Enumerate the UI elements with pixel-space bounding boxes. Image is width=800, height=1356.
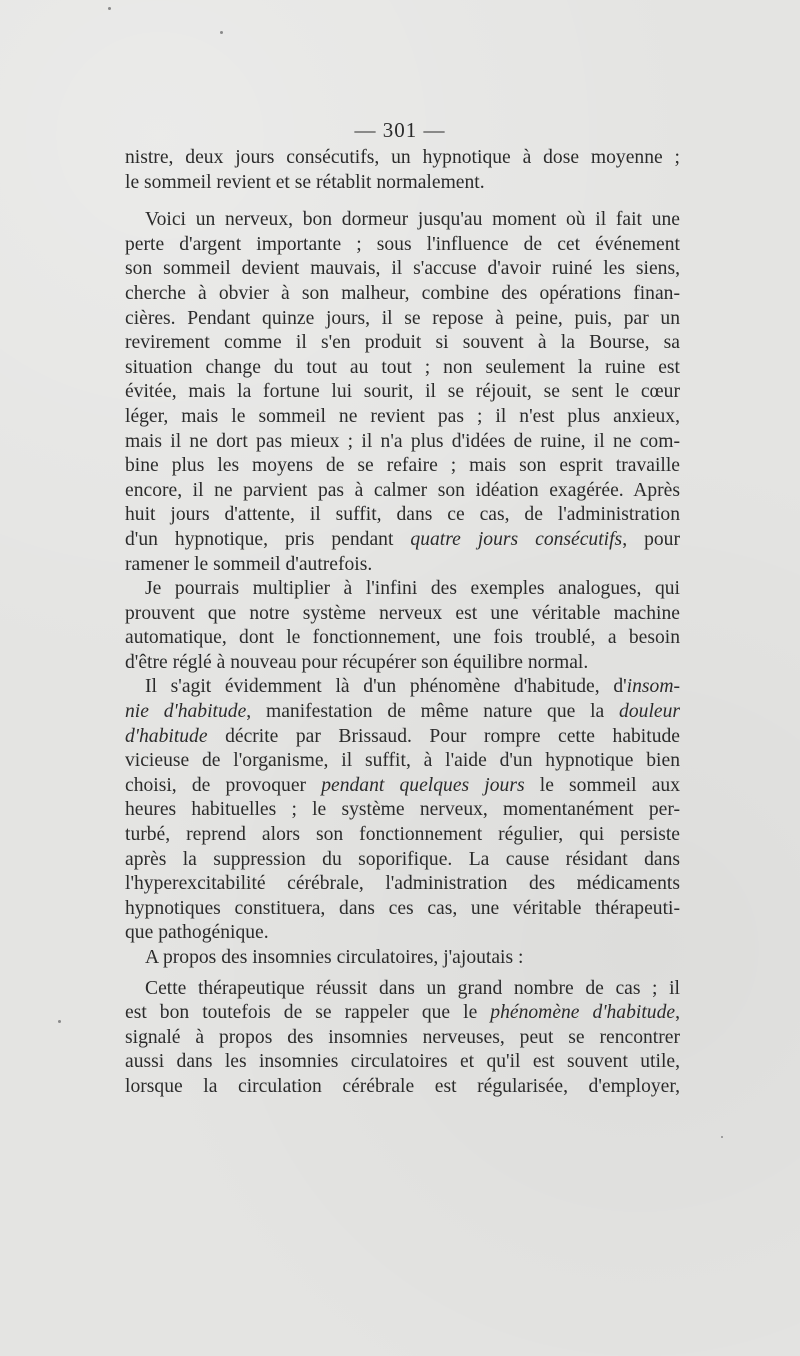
text-line: l'hyperexcitabilité cérébrale, l'administration des médicaments [125, 873, 680, 895]
text-line-with-italic [125, 700, 680, 725]
text-line: prouvent que notre système nerveux est une véritable machine [125, 602, 680, 624]
text-line: Voici un nerveux, bon dormeur jusqu'au moment où il fait une [145, 209, 680, 231]
text-line: le sommeil revient et se rétablit normalement. [125, 171, 485, 193]
italic-emphasis: d'habitude [125, 725, 208, 747]
page-number: — 301 — [354, 118, 446, 142]
text-run: choisi, de provoquer [125, 774, 322, 796]
text-line: Cette thérapeutique réussit dans un grand nombre de cas ; il [145, 977, 680, 999]
text-line: évitée, mais la fortune lui sourit, il se réjouit, se sent le cœur [125, 381, 680, 403]
text-line: léger, mais le sommeil ne revient pas ; il n'est plus anxieux, [125, 405, 680, 427]
text-line: après la suppression du soporifique. La cause résidant dans [125, 848, 680, 870]
text-line: nistre, deux jours consécutifs, un hypnotique à dose moyenne ; [125, 147, 680, 168]
text-line: situation change du tout au tout ; non seulement la ruine est [125, 356, 680, 378]
paragraph-5 [125, 946, 680, 971]
scan-speck [721, 1136, 723, 1138]
text-line: vicieuse de l'organisme, il suffit, à l'aide d'un hypnotique bien [125, 750, 680, 772]
italic-emphasis: douleur [619, 701, 680, 723]
text-line: son sommeil devient mauvais, il s'accuse d'avoir ruiné les siens, [125, 258, 680, 280]
text-line: lorsque la circulation cérébrale est régularisée, d'employer, [125, 1075, 680, 1097]
text-line-with-italic [125, 725, 680, 750]
text-run: , [675, 1002, 680, 1024]
text-line: encore, il ne parvient pas à calmer son idéation exagérée. Après [125, 479, 680, 501]
text-line: cières. Pendant quinze jours, il se repose à peine, puis, par un [125, 307, 680, 329]
text-line: heures habituelles ; le système nerveux, momentanément per- [125, 799, 680, 821]
text-line: turbé, reprend alors son fonctionnement régulier, qui persiste [125, 824, 680, 846]
scan-speck [108, 7, 111, 10]
paragraph-6 [125, 977, 680, 1100]
text-line: perte d'argent importante ; sous l'influence de cet événement [125, 233, 680, 255]
text-line: Je pourrais multiplier à l'infini des exemples analogues, qui [145, 578, 680, 600]
paragraph-2 [125, 208, 680, 577]
scan-speck [58, 1020, 61, 1023]
text-run: le sommeil aux [524, 774, 680, 796]
text-line-with-italic [125, 675, 680, 700]
italic-emphasis: pendant quelques jours [321, 774, 525, 796]
text-line: huit jours d'attente, il suffit, dans ce cas, de l'administration [125, 504, 680, 526]
text-run: , pour [622, 528, 681, 550]
text-line-with-italic [125, 1001, 680, 1026]
text-run: , manifestation de même nature que la [246, 701, 620, 723]
text-line: bine plus les moyens de se refaire ; mais son esprit travaille [125, 455, 680, 477]
scan-speck [220, 31, 223, 34]
text-line: aussi dans les insomnies circulatoires et qu'il est souvent utile, [125, 1051, 680, 1073]
text-line: signalé à propos des insomnies nerveuses, peut se rencontrer [125, 1026, 680, 1048]
italic-emphasis: phénomène d'habitude [490, 1002, 676, 1024]
text-run: d'un hypnotique, pris pendant [125, 528, 411, 550]
text-line: cherche à obvier à son malheur, combine des opérations finan- [125, 282, 680, 304]
paragraph-1 [125, 146, 680, 195]
text-line: d'être réglé à nouveau pour récupérer son équilibre normal. [125, 651, 589, 673]
text-line-with-italic [125, 774, 680, 799]
text-line: hypnotiques constituera, dans ces cas, une véritable thérapeuti- [125, 897, 680, 919]
paragraph-4 [125, 675, 680, 946]
italic-emphasis: quatre jours consécutifs [410, 528, 623, 550]
text-run: est bon toutefois de se rappeler que le [125, 1002, 491, 1024]
text-line: ramener le sommeil d'autrefois. [125, 553, 373, 575]
italic-emphasis: nie d'habitude [125, 701, 247, 723]
text-run: décrite par Brissaud. Pour rompre cette habitude [207, 725, 680, 747]
text-line: mais il ne dort pas mieux ; il n'a plus d'idées de ruine, il ne com- [125, 430, 680, 452]
text-line-with-italic [125, 528, 680, 553]
paragraph-3 [125, 577, 680, 675]
text-line: A propos des insomnies circulatoires, j'ajoutais : [145, 947, 524, 968]
text-line: revirement comme il s'en produit si souvent à la Bourse, sa [125, 332, 680, 354]
text-run: Il s'agit évidemment là d'un phénomène d'habitude, d' [145, 676, 627, 698]
italic-emphasis: insom- [626, 676, 680, 698]
text-line: automatique, dont le fonctionnement, une fois troublé, a besoin [125, 627, 680, 649]
text-line: que pathogénique. [125, 922, 269, 944]
body-text [125, 146, 680, 1100]
